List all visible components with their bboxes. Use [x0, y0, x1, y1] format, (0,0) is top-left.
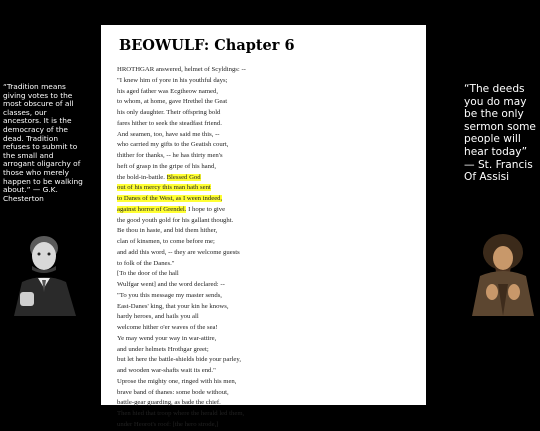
chesterton-quote-text: “Tradition means giving votes to the most obscure of all classes, our ancestors. It is the democracy of the dead. Tradition refuses to submit to the small and arrogant oligarchy of those who merely happen to be walking about.” — G.K. Chesterton	[3, 82, 83, 203]
poem-line: Then hied that troop where the herald led them,	[117, 410, 245, 417]
poem-line: thither for thanks, -- he has thirty men's	[117, 152, 223, 159]
francis-quote	[464, 83, 540, 184]
poem-line	[117, 173, 423, 184]
poem-line: HROTHGAR answered, helmet of Scyldings: --	[117, 66, 246, 73]
poem-line-text: I hope to give	[186, 205, 226, 213]
poem-line: and add this word, -- they are welcome guests	[117, 248, 240, 256]
highlighted-text[interactable]: out of his mercy this man hath sent	[117, 184, 211, 192]
poem-line: brave band of thanes: some bode without,	[117, 388, 229, 396]
poem-line: And seamen, too, have said me this, --	[117, 130, 220, 138]
chesterton-quote	[3, 83, 85, 203]
poem-line: and wooden war-shafts wait its end."	[117, 367, 216, 374]
poem-line	[117, 205, 423, 216]
poem-line: fares hither to seek the steadfast friend.	[117, 119, 222, 127]
poem-line: Ye may wend your way in war-attire,	[117, 334, 217, 342]
poem-line: East-Danes' king, that your kin he knows,	[117, 302, 229, 310]
poem-line	[117, 183, 423, 194]
poem-text	[117, 65, 423, 431]
poem-line: his only daughter. Their offspring bold	[117, 109, 221, 116]
highlighted-text[interactable]: Blessed God	[166, 173, 201, 181]
poem-line: Wulfgar went] and the word declared: --	[117, 281, 225, 288]
page-title: BEOWULF: Chapter 6	[119, 37, 295, 54]
francis-quote-text: “The deeds you do may be the only sermon some people will hear today” — St. Francis Of Assisi	[464, 83, 536, 184]
poem-line-text: the bold-in-battle.	[117, 173, 167, 181]
poem-line: Uprose the mighty one, ringed with his men,	[117, 377, 237, 385]
poem-line	[117, 194, 423, 205]
saint-francis-portrait	[468, 228, 538, 316]
highlighted-text[interactable]: to Danes of the West, as I ween indeed,	[117, 195, 223, 202]
poem-line: hardy heroes, and hails you all	[117, 313, 199, 321]
poem-line: who carried my gifts to the Geatish court,	[117, 141, 229, 149]
highlighted-text[interactable]: against horror of Grendel.	[117, 205, 187, 213]
poem-line: welcome hither o'er waves of the sea!	[117, 324, 218, 331]
poem-line: heft of grasp in the gripe of his hand,	[117, 162, 216, 170]
poem-line: his aged father was Ecgtheow named,	[117, 87, 219, 95]
poem-line: the good youth gold for his gallant thought.	[117, 216, 234, 224]
poem-line: "I knew him of yore in his youthful days;	[117, 76, 228, 84]
document-page	[101, 25, 426, 428]
poem-line: but let here the battle-shields bide your parley,	[117, 356, 241, 364]
poem-line: to folk of the Danes."	[117, 259, 175, 267]
poem-line: Be thou in haste, and bid them hither,	[117, 227, 218, 235]
poem-line: under Heorot's roof: [the hero strode,]	[117, 420, 219, 428]
poem-line: clan of kinsmen, to come before me;	[117, 238, 215, 245]
poem-line: battle-gear guarding, as bade the chief.	[117, 399, 221, 407]
poem-line: to whom, at home, gave Hrethel the Geat	[117, 98, 228, 106]
poem-line: [To the door of the hall	[117, 270, 179, 278]
poem-line: "To you this message my master sends,	[117, 291, 222, 299]
chesterton-portrait	[6, 226, 86, 316]
poem-line: and under helmets Hrothgar greet;	[117, 345, 209, 353]
